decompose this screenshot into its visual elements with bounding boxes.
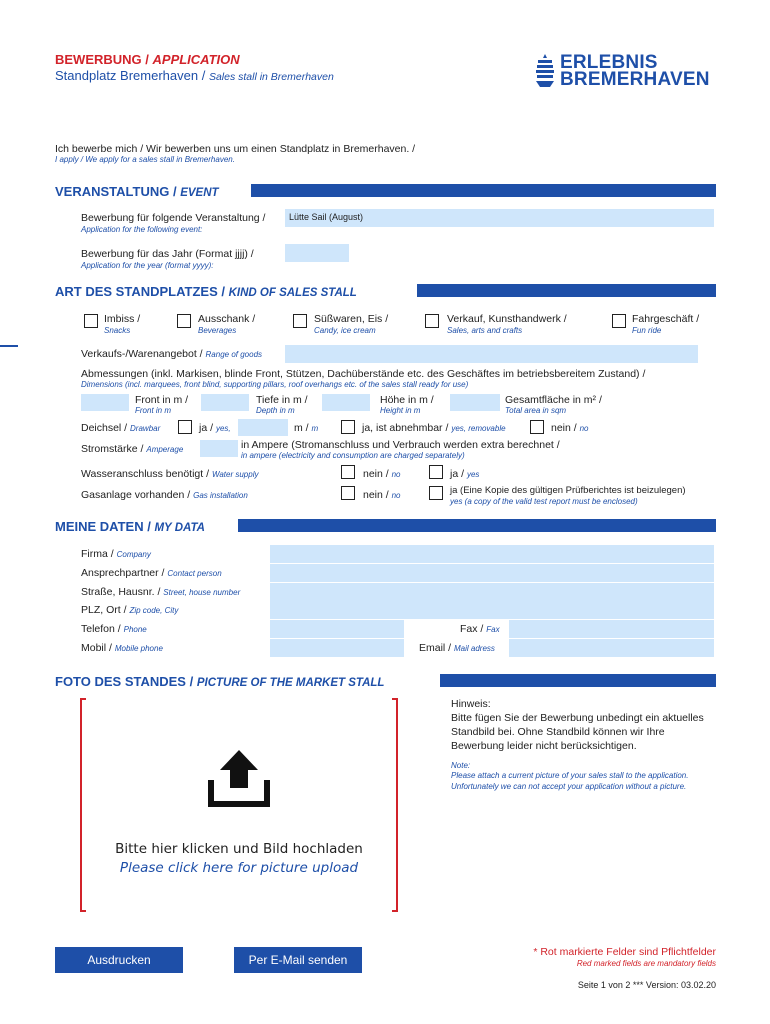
drawbar-label-de: Deichsel /	[81, 422, 128, 434]
ampere-note-en: in ampere (electricity and consumption are charged separately)	[241, 451, 465, 460]
drawbar-yes-label	[199, 422, 231, 434]
goods-label-en: Range of goods	[205, 350, 263, 359]
gas-label-de: Gasanlage vorhanden /	[81, 489, 191, 501]
checkbox-beverages[interactable]	[177, 314, 191, 328]
street-label-de: Straße, Hausnr. /	[81, 586, 161, 598]
gas-no-label	[363, 489, 401, 501]
kind-beverages-en: Beverages	[198, 326, 237, 335]
gas-yes-de: ja (Eine Kopie des gültigen Prüfberichtes ist beizulegen)	[450, 485, 686, 496]
front-label-en: Front in m	[135, 406, 172, 415]
height-input[interactable]	[322, 394, 370, 411]
section-stall-title	[55, 284, 357, 299]
mydata-title-en: MY DATA	[154, 522, 205, 534]
goods-label	[81, 348, 262, 360]
form-title	[55, 52, 240, 67]
amperage-label-en: Amperage	[146, 445, 184, 454]
event-label-en: Application for the following event:	[81, 225, 203, 234]
photo-title-de: FOTO DES STANDES /	[55, 674, 194, 689]
fax-label-de: Fax /	[460, 623, 484, 635]
intro-de: Ich bewerbe mich / Wir bewerben uns um einen Standplatz in Bremerhaven. /	[55, 143, 416, 155]
area-label-en: Total area in sqm	[505, 406, 567, 415]
photo-title-en: PICTURE OF THE MARKET STALL	[196, 677, 385, 689]
gas-label-en: Gas installation	[193, 491, 248, 500]
drawbar-m-en: m	[311, 424, 319, 433]
event-select[interactable]	[285, 209, 714, 227]
section-mydata-title	[55, 519, 205, 534]
phone-label	[81, 623, 147, 635]
depth-label-en: Depth in m	[256, 406, 295, 415]
water-label-en: Water supply	[211, 470, 259, 479]
water-label	[81, 468, 258, 480]
company-label-en: Company	[116, 550, 151, 559]
title-de: BEWERBUNG /	[55, 52, 149, 67]
checkbox-candy[interactable]	[293, 314, 307, 328]
event-select-value: Lütte Sail (August)	[289, 212, 364, 222]
depth-label-de: Tiefe in m /	[256, 394, 308, 406]
section-photo-title	[55, 674, 384, 689]
contact-label-de: Ansprechpartner /	[81, 567, 165, 579]
year-input[interactable]	[285, 244, 349, 262]
water-yes-label: ja / yes	[450, 468, 480, 480]
section-event-bar	[251, 184, 716, 197]
water-no-de: nein /	[363, 468, 389, 480]
mandatory-note-de: * Rot markierte Felder sind Pflichtfelder	[533, 946, 716, 958]
mydata-title-de: MEINE DATEN /	[55, 519, 151, 534]
checkbox-drawbar-yes[interactable]	[178, 420, 192, 434]
goods-input[interactable]	[285, 345, 698, 363]
drawbar-yes-en: yes,	[215, 424, 231, 433]
kind-snacks-en: Snacks	[104, 326, 131, 335]
amperage-label	[81, 443, 183, 455]
ship-icon	[536, 54, 554, 88]
water-no-en: no	[391, 470, 401, 479]
height-label-de: Höhe in m /	[380, 394, 434, 406]
email-label	[419, 642, 495, 654]
drawbar-length-input[interactable]	[238, 419, 288, 436]
drawbar-label-en: Drawbar	[130, 424, 161, 433]
contact-input[interactable]	[270, 564, 714, 582]
front-label-de: Front in m /	[135, 394, 189, 406]
page-info: Seite 1 von 2 *** Version: 03.02.20	[577, 980, 716, 990]
email-label-de: Email /	[419, 642, 452, 654]
section-stall-bar	[417, 284, 716, 297]
drawbar-removable-en: yes, removable	[451, 424, 506, 433]
checkbox-funride[interactable]	[612, 314, 626, 328]
drawbar-no-en: no	[579, 424, 589, 433]
brand-logo	[536, 53, 710, 89]
section-event-title	[55, 184, 219, 199]
checkbox-water-no[interactable]	[341, 465, 355, 479]
email-input[interactable]	[509, 639, 714, 657]
mobile-label-en: Mobile phone	[114, 644, 163, 653]
subtitle-en: Sales stall in Bremerhaven	[208, 71, 334, 83]
photo-upload-area[interactable]	[80, 698, 398, 912]
kind-candy-de: Süßwaren, Eis /	[314, 313, 389, 325]
drawbar-no-label	[551, 422, 589, 434]
drawbar-no-de: nein /	[551, 422, 577, 434]
water-yes-de: ja /	[450, 468, 465, 480]
drawbar-m-label	[294, 422, 318, 434]
checkbox-water-yes[interactable]	[429, 465, 443, 479]
street-input[interactable]	[270, 583, 714, 601]
kind-beverages-de: Ausschank /	[198, 313, 256, 325]
street-label	[81, 586, 240, 598]
height-label-en: Height in m	[380, 406, 421, 415]
street-label-en: Street, house number	[163, 588, 241, 597]
checkbox-snacks[interactable]	[84, 314, 98, 328]
contact-label	[81, 567, 222, 579]
zip-city-input[interactable]	[270, 601, 714, 619]
drawbar-label	[81, 422, 160, 434]
event-label-de: Bewerbung für folgende Veranstaltung /	[81, 212, 266, 224]
note-title: Note:	[451, 761, 471, 770]
year-label-de: Bewerbung für das Jahr (Format jjjj) /	[81, 248, 254, 260]
subtitle-de: Standplatz Bremerhaven /	[55, 68, 206, 83]
year-input-value	[285, 244, 349, 250]
ampere-note-de: in Ampere (Stromanschluss und Verbrauch werden extra berechnet /	[241, 439, 560, 451]
stall-title-de: ART DES STANDPLATZES /	[55, 284, 225, 299]
checkbox-arts[interactable]	[425, 314, 439, 328]
depth-input[interactable]	[201, 394, 249, 411]
drawbar-yes-de: ja /	[199, 422, 214, 434]
gas-label	[81, 489, 248, 501]
event-title-de: VERANSTALTUNG /	[55, 184, 177, 199]
mobile-label-de: Mobil /	[81, 642, 112, 654]
fax-input[interactable]	[509, 620, 714, 638]
front-input[interactable]	[81, 394, 129, 411]
title-en: APPLICATION	[152, 52, 240, 67]
kind-snacks-de: Imbiss /	[104, 313, 141, 325]
company-label	[81, 548, 151, 560]
fax-label-en: Fax	[486, 625, 500, 634]
drawbar-removable-de: ja, ist abnehmbar /	[362, 422, 449, 434]
section-mydata-bar	[238, 519, 716, 532]
upload-instruction-en: Please click here for picture upload	[119, 860, 359, 876]
drawbar-m-de: m /	[294, 422, 309, 434]
phone-label-en: Phone	[123, 625, 147, 634]
water-no-label	[363, 468, 401, 480]
area-label-de: Gesamtfläche in m² /	[505, 394, 602, 406]
zip-label-de: PLZ, Ort /	[81, 604, 127, 616]
year-label-en: Application for the year (format yyyy):	[81, 261, 214, 270]
zip-label	[81, 604, 178, 616]
stall-title-en: KIND OF SALES STALL	[228, 287, 357, 299]
zip-label-en: Zip code, City	[129, 606, 179, 615]
area-input[interactable]	[450, 394, 500, 411]
kind-candy-en: Candy, ice cream	[314, 326, 376, 335]
kind-funride-en: Fun ride	[632, 326, 662, 335]
checkbox-gas-yes[interactable]	[429, 486, 443, 500]
company-input[interactable]	[270, 545, 714, 563]
mobile-input[interactable]	[270, 639, 404, 657]
kind-arts-de: Verkauf, Kunsthandwerk /	[447, 313, 567, 325]
checkbox-drawbar-removable[interactable]	[341, 420, 355, 434]
kind-arts-en: Sales, arts and crafts	[447, 326, 523, 335]
logo-line2: BREMERHAVEN	[560, 69, 710, 90]
section-photo-bar	[440, 674, 716, 687]
phone-label-de: Telefon /	[81, 623, 121, 635]
email-label-en: Mail adress	[454, 644, 495, 653]
print-button[interactable]: Ausdrucken	[55, 947, 183, 973]
intro-en: I apply / We apply for a sales stall in Bremerhaven.	[55, 155, 235, 164]
form-subtitle	[55, 68, 334, 83]
send-email-button[interactable]: Per E-Mail senden	[234, 947, 362, 973]
goods-label-de: Verkaufs-/Warenangebot /	[81, 348, 203, 360]
amperage-label-de: Stromstärke /	[81, 443, 144, 455]
company-label-de: Firma /	[81, 548, 114, 560]
drawbar-removable-label	[362, 422, 506, 434]
fax-label	[460, 623, 500, 635]
logo-line1: ERLEBNIS	[560, 52, 658, 73]
gas-no-de: nein /	[363, 489, 389, 501]
contact-label-en: Contact person	[167, 569, 222, 578]
dims-label-de: Abmessungen (inkl. Markisen, blinde Front, Stützen, Dachüberstände etc. des Geschäftes im betriebsbereitem Zustand) /	[81, 368, 646, 380]
note-text: Please attach a current picture of your sales stall to the application. Unfortunately we can not accept your application without a picture.	[451, 771, 689, 791]
water-label-de: Wasseranschluss benötigt /	[81, 468, 210, 480]
kind-funride-de: Fahrgeschäft /	[632, 313, 700, 325]
checkbox-drawbar-no[interactable]	[530, 420, 544, 434]
mobile-label	[81, 642, 163, 654]
upload-instruction-de: Bitte hier klicken und Bild hochladen	[115, 841, 363, 857]
checkbox-gas-no[interactable]	[341, 486, 355, 500]
mandatory-note-en: Red marked fields are mandatory fields	[576, 959, 716, 968]
margin-marker	[0, 345, 18, 347]
gas-no-en: no	[391, 491, 401, 500]
amperage-input[interactable]	[200, 440, 238, 457]
hint-title: Hinweis:	[451, 698, 491, 710]
gas-yes-en: yes (a copy of the valid test report must be enclosed)	[450, 497, 638, 506]
event-title-en: EVENT	[180, 187, 219, 199]
dims-label-en: Dimensions (incl. marquees, front blind, supporting pillars, roof overhangs etc. of the sales stall ready for use)	[81, 380, 469, 389]
hint-text: Bitte fügen Sie der Bewerbung unbedingt ein aktuelles Standbild bei. Ohne Standbild können wir Ihre Bewerbung leider nicht berücksichtigen.	[451, 712, 704, 752]
phone-input[interactable]	[270, 620, 404, 638]
upload-icon	[208, 748, 270, 808]
